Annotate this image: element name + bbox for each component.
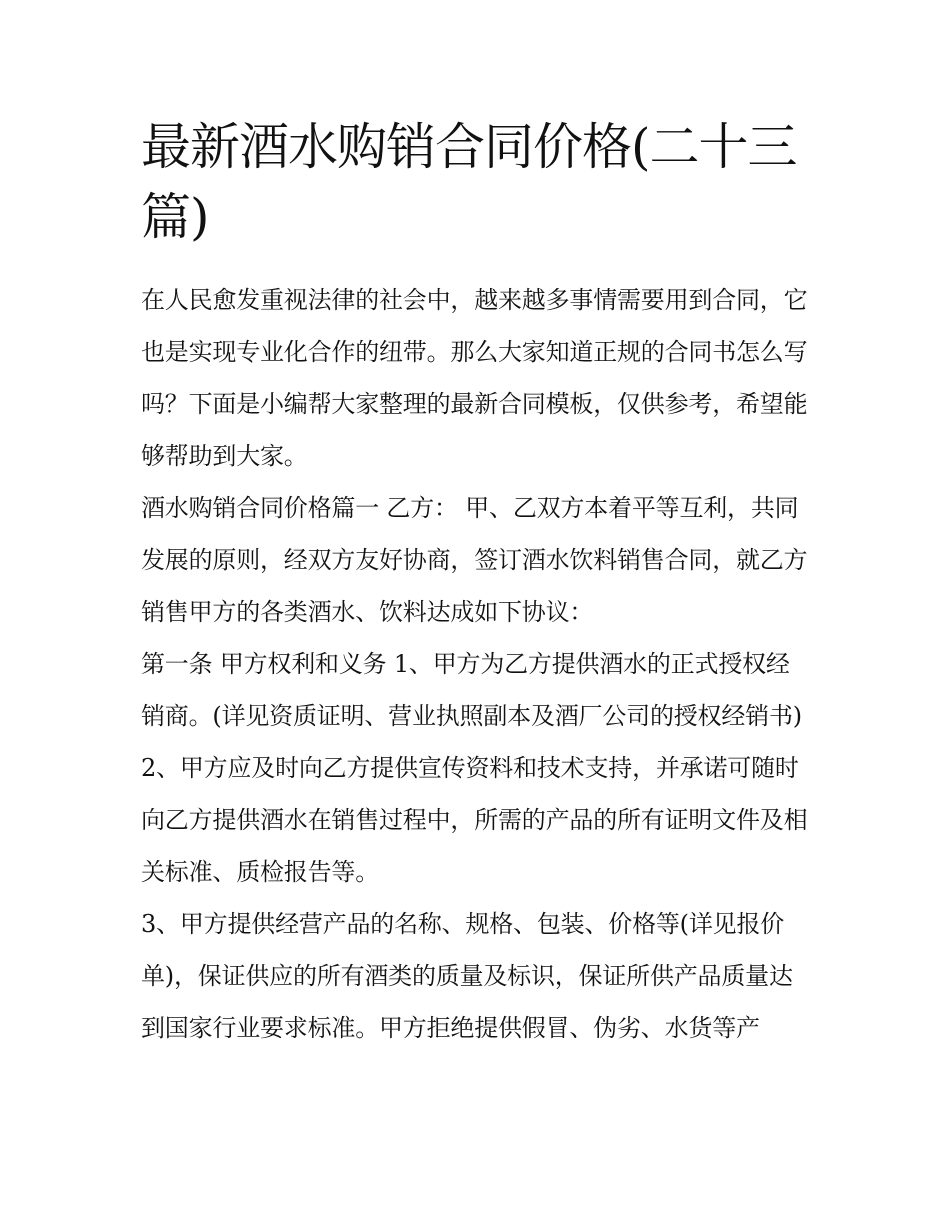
contract-preamble-paragraph: 酒水购销合同价格篇一 乙方： 甲、乙双方本着平等互利，共同发展的原则，经双方友好协商，签订酒水饮料销售合同，就乙方销售甲方的各类酒水、饮料达成如下协议： bbox=[141, 494, 808, 626]
document-title: 最新酒水购销合同价格(二十三篇) bbox=[141, 118, 797, 246]
article-one-clause-3: 3、甲方提供经营产品的名称、规格、包装、价格等(详见报价单)，保证供应的所有酒类的质量及标识，保证所供产品质量达到国家行业要求标准。甲方拒绝提供假冒、伪劣、水货等产 bbox=[141, 910, 793, 1042]
document-body bbox=[141, 112, 813, 1054]
article-one-clause-1: 第一条 甲方权利和义务 1、甲方为乙方提供酒水的正式授权经销商。(详见资质证明、营业执照副本及酒厂公司的授权经销书) bbox=[141, 650, 802, 730]
article-one-clause-2: 2、甲方应及时向乙方提供宣传资料和技术支持，并承诺可随时向乙方提供酒水在销售过程中，所需的产品的所有证明文件及相关标准、质检报告等。 bbox=[141, 754, 808, 886]
intro-paragraph: 在人民愈发重视法律的社会中，越来越多事情需要用到合同，它也是实现专业化合作的纽带。那么大家知道正规的合同书怎么写吗？下面是小编帮大家整理的最新合同模板，仅供参考，希望能够帮助到大家。 bbox=[141, 286, 808, 470]
